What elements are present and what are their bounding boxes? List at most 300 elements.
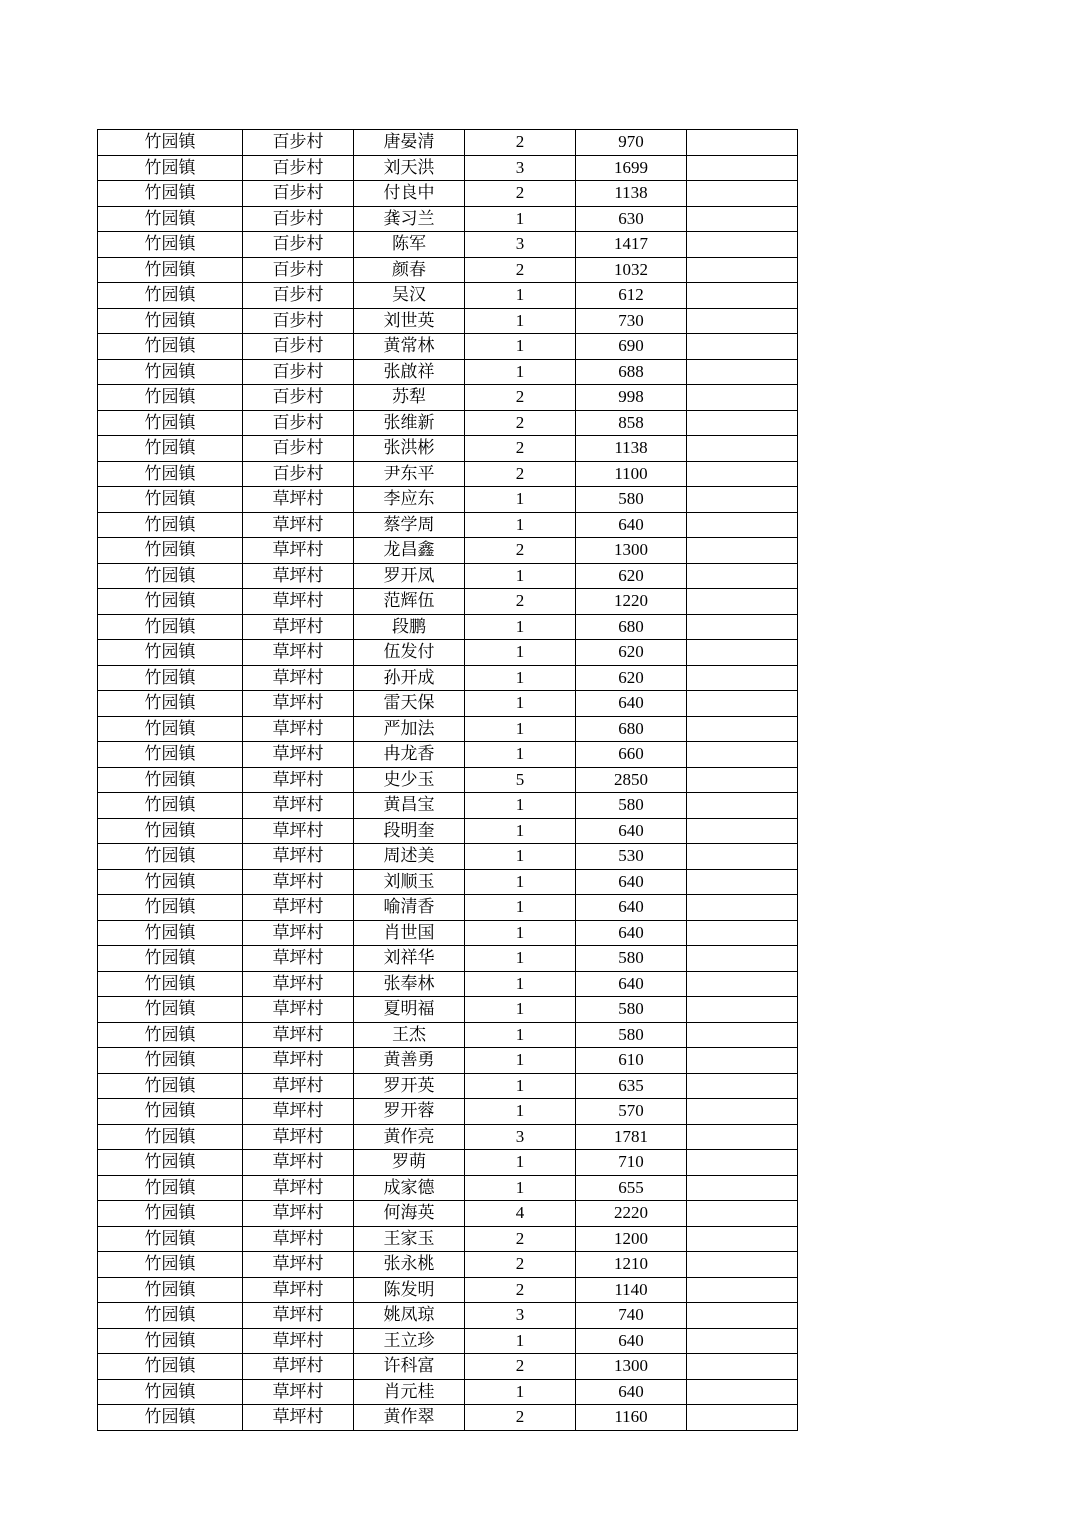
count-cell: 2 [465,385,576,411]
name-cell: 黄作亮 [354,1124,465,1150]
count-cell: 1 [465,793,576,819]
town-cell: 竹园镇 [98,436,243,462]
amount-cell: 570 [576,1099,687,1125]
name-cell: 段明奎 [354,818,465,844]
amount-cell: 580 [576,793,687,819]
village-cell: 草坪村 [243,971,354,997]
town-cell: 竹园镇 [98,1048,243,1074]
town-cell: 竹园镇 [98,206,243,232]
note-cell [687,1175,798,1201]
amount-cell: 1200 [576,1226,687,1252]
count-cell: 1 [465,1175,576,1201]
table-body [98,130,798,1431]
village-cell: 草坪村 [243,1303,354,1329]
name-cell: 姚凤琼 [354,1303,465,1329]
village-cell: 草坪村 [243,742,354,768]
amount-cell: 635 [576,1073,687,1099]
table-row [98,359,798,385]
table-row [98,1124,798,1150]
town-cell: 竹园镇 [98,1252,243,1278]
name-cell: 喻清香 [354,895,465,921]
note-cell [687,589,798,615]
count-cell: 4 [465,1201,576,1227]
name-cell: 许科富 [354,1354,465,1380]
village-cell: 百步村 [243,283,354,309]
table-row [98,665,798,691]
amount-cell: 580 [576,1022,687,1048]
village-cell: 草坪村 [243,895,354,921]
town-cell: 竹园镇 [98,716,243,742]
village-cell: 草坪村 [243,818,354,844]
table-row [98,1150,798,1176]
spreadsheet-page [97,129,797,1431]
village-cell: 草坪村 [243,946,354,972]
name-cell: 唐晏清 [354,130,465,156]
table-row [98,1379,798,1405]
village-cell: 草坪村 [243,1124,354,1150]
table-row [98,1226,798,1252]
note-cell [687,1022,798,1048]
town-cell: 竹园镇 [98,665,243,691]
village-cell: 草坪村 [243,1150,354,1176]
count-cell: 1 [465,1379,576,1405]
village-cell: 百步村 [243,206,354,232]
village-cell: 百步村 [243,385,354,411]
village-cell: 草坪村 [243,1022,354,1048]
town-cell: 竹园镇 [98,1022,243,1048]
village-cell: 草坪村 [243,512,354,538]
table-row [98,1303,798,1329]
table-row [98,538,798,564]
note-cell [687,1303,798,1329]
count-cell: 1 [465,614,576,640]
note-cell [687,920,798,946]
name-cell: 黄昌宝 [354,793,465,819]
count-cell: 1 [465,1048,576,1074]
town-cell: 竹园镇 [98,1226,243,1252]
count-cell: 1 [465,334,576,360]
town-cell: 竹园镇 [98,1405,243,1431]
amount-cell: 580 [576,946,687,972]
town-cell: 竹园镇 [98,257,243,283]
count-cell: 3 [465,155,576,181]
amount-cell: 1138 [576,181,687,207]
amount-cell: 640 [576,920,687,946]
note-cell [687,1073,798,1099]
name-cell: 张啟祥 [354,359,465,385]
name-cell: 张洪彬 [354,436,465,462]
amount-cell: 630 [576,206,687,232]
note-cell [687,563,798,589]
amount-cell: 655 [576,1175,687,1201]
note-cell [687,971,798,997]
note-cell [687,691,798,717]
amount-cell: 640 [576,1379,687,1405]
table-row [98,793,798,819]
name-cell: 尹东平 [354,461,465,487]
table-row [98,487,798,513]
note-cell [687,844,798,870]
amount-cell: 640 [576,971,687,997]
name-cell: 黄善勇 [354,1048,465,1074]
village-cell: 草坪村 [243,1175,354,1201]
count-cell: 2 [465,130,576,156]
table-row [98,283,798,309]
town-cell: 竹园镇 [98,155,243,181]
note-cell [687,1379,798,1405]
town-cell: 竹园镇 [98,640,243,666]
town-cell: 竹园镇 [98,946,243,972]
amount-cell: 620 [576,640,687,666]
name-cell: 范辉伍 [354,589,465,615]
table-row [98,385,798,411]
amount-cell: 970 [576,130,687,156]
table-row [98,997,798,1023]
amount-cell: 580 [576,487,687,513]
table-row [98,614,798,640]
table-row [98,232,798,258]
note-cell [687,869,798,895]
table-row [98,869,798,895]
count-cell: 1 [465,920,576,946]
amount-cell: 1417 [576,232,687,258]
count-cell: 1 [465,691,576,717]
table-row [98,461,798,487]
count-cell: 2 [465,461,576,487]
name-cell: 颜春 [354,257,465,283]
note-cell [687,767,798,793]
count-cell: 1 [465,1328,576,1354]
village-cell: 草坪村 [243,563,354,589]
name-cell: 罗开蓉 [354,1099,465,1125]
town-cell: 竹园镇 [98,1354,243,1380]
town-cell: 竹园镇 [98,971,243,997]
town-cell: 竹园镇 [98,130,243,156]
table-row [98,1354,798,1380]
note-cell [687,1099,798,1125]
count-cell: 1 [465,869,576,895]
village-cell: 草坪村 [243,1099,354,1125]
note-cell [687,181,798,207]
name-cell: 肖世国 [354,920,465,946]
note-cell [687,1201,798,1227]
village-cell: 草坪村 [243,1201,354,1227]
village-cell: 百步村 [243,436,354,462]
note-cell [687,257,798,283]
count-cell: 2 [465,181,576,207]
table-row [98,1022,798,1048]
amount-cell: 530 [576,844,687,870]
table-row [98,589,798,615]
count-cell: 1 [465,844,576,870]
town-cell: 竹园镇 [98,308,243,334]
table-row [98,742,798,768]
name-cell: 龙昌鑫 [354,538,465,564]
count-cell: 2 [465,436,576,462]
amount-cell: 1210 [576,1252,687,1278]
town-cell: 竹园镇 [98,385,243,411]
town-cell: 竹园镇 [98,461,243,487]
village-cell: 百步村 [243,155,354,181]
name-cell: 王家玉 [354,1226,465,1252]
village-cell: 百步村 [243,232,354,258]
note-cell [687,206,798,232]
table-row [98,257,798,283]
village-cell: 草坪村 [243,793,354,819]
name-cell: 李应东 [354,487,465,513]
count-cell: 1 [465,895,576,921]
name-cell: 史少玉 [354,767,465,793]
amount-cell: 620 [576,665,687,691]
amount-cell: 858 [576,410,687,436]
note-cell [687,1354,798,1380]
name-cell: 刘祥华 [354,946,465,972]
amount-cell: 1032 [576,257,687,283]
village-cell: 草坪村 [243,1277,354,1303]
note-cell [687,818,798,844]
note-cell [687,1124,798,1150]
table-row [98,308,798,334]
amount-cell: 620 [576,563,687,589]
table-row [98,844,798,870]
note-cell [687,1226,798,1252]
note-cell [687,997,798,1023]
note-cell [687,359,798,385]
village-cell: 百步村 [243,257,354,283]
table-row [98,130,798,156]
name-cell: 罗开凤 [354,563,465,589]
note-cell [687,385,798,411]
note-cell [687,614,798,640]
count-cell: 1 [465,1150,576,1176]
count-cell: 3 [465,1303,576,1329]
table-row [98,410,798,436]
table-row [98,920,798,946]
village-cell: 百步村 [243,181,354,207]
note-cell [687,436,798,462]
name-cell: 蔡学周 [354,512,465,538]
name-cell: 段鹏 [354,614,465,640]
town-cell: 竹园镇 [98,1328,243,1354]
name-cell: 张奉林 [354,971,465,997]
note-cell [687,716,798,742]
data-table [97,129,798,1431]
table-row [98,512,798,538]
amount-cell: 2220 [576,1201,687,1227]
count-cell: 1 [465,665,576,691]
town-cell: 竹园镇 [98,614,243,640]
amount-cell: 740 [576,1303,687,1329]
name-cell: 黄常林 [354,334,465,360]
town-cell: 竹园镇 [98,920,243,946]
note-cell [687,1048,798,1074]
table-row [98,334,798,360]
name-cell: 何海英 [354,1201,465,1227]
name-cell: 雷天保 [354,691,465,717]
name-cell: 肖元桂 [354,1379,465,1405]
table-row [98,155,798,181]
village-cell: 百步村 [243,359,354,385]
town-cell: 竹园镇 [98,895,243,921]
count-cell: 1 [465,716,576,742]
amount-cell: 1160 [576,1405,687,1431]
name-cell: 孙开成 [354,665,465,691]
note-cell [687,334,798,360]
table-row [98,946,798,972]
town-cell: 竹园镇 [98,1175,243,1201]
village-cell: 百步村 [243,308,354,334]
amount-cell: 640 [576,512,687,538]
amount-cell: 640 [576,895,687,921]
town-cell: 竹园镇 [98,1277,243,1303]
name-cell: 罗开英 [354,1073,465,1099]
name-cell: 王杰 [354,1022,465,1048]
village-cell: 草坪村 [243,1073,354,1099]
count-cell: 1 [465,359,576,385]
village-cell: 草坪村 [243,920,354,946]
village-cell: 草坪村 [243,1252,354,1278]
note-cell [687,155,798,181]
town-cell: 竹园镇 [98,359,243,385]
name-cell: 罗萌 [354,1150,465,1176]
table-row [98,691,798,717]
amount-cell: 580 [576,997,687,1023]
village-cell: 百步村 [243,334,354,360]
note-cell [687,946,798,972]
village-cell: 草坪村 [243,691,354,717]
count-cell: 1 [465,206,576,232]
count-cell: 1 [465,640,576,666]
village-cell: 草坪村 [243,1379,354,1405]
table-row [98,1175,798,1201]
count-cell: 1 [465,946,576,972]
name-cell: 冉龙香 [354,742,465,768]
count-cell: 3 [465,1124,576,1150]
name-cell: 成家德 [354,1175,465,1201]
count-cell: 1 [465,487,576,513]
note-cell [687,308,798,334]
table-row [98,1073,798,1099]
village-cell: 草坪村 [243,640,354,666]
amount-cell: 688 [576,359,687,385]
town-cell: 竹园镇 [98,512,243,538]
town-cell: 竹园镇 [98,181,243,207]
name-cell: 周述美 [354,844,465,870]
village-cell: 百步村 [243,461,354,487]
note-cell [687,487,798,513]
amount-cell: 1781 [576,1124,687,1150]
table-row [98,1277,798,1303]
town-cell: 竹园镇 [98,1379,243,1405]
count-cell: 1 [465,563,576,589]
village-cell: 百步村 [243,130,354,156]
note-cell [687,232,798,258]
amount-cell: 680 [576,716,687,742]
count-cell: 3 [465,232,576,258]
amount-cell: 730 [576,308,687,334]
amount-cell: 660 [576,742,687,768]
town-cell: 竹园镇 [98,334,243,360]
amount-cell: 640 [576,691,687,717]
count-cell: 1 [465,997,576,1023]
amount-cell: 690 [576,334,687,360]
table-row [98,818,798,844]
note-cell [687,410,798,436]
table-row [98,563,798,589]
count-cell: 1 [465,512,576,538]
count-cell: 1 [465,283,576,309]
village-cell: 草坪村 [243,1405,354,1431]
count-cell: 2 [465,538,576,564]
village-cell: 草坪村 [243,716,354,742]
town-cell: 竹园镇 [98,844,243,870]
name-cell: 吴汉 [354,283,465,309]
table-row [98,895,798,921]
amount-cell: 2850 [576,767,687,793]
town-cell: 竹园镇 [98,1303,243,1329]
table-row [98,1099,798,1125]
table-row [98,436,798,462]
village-cell: 草坪村 [243,1048,354,1074]
amount-cell: 1699 [576,155,687,181]
village-cell: 草坪村 [243,844,354,870]
table-row [98,640,798,666]
name-cell: 伍发付 [354,640,465,666]
village-cell: 草坪村 [243,487,354,513]
amount-cell: 1220 [576,589,687,615]
name-cell: 王立珍 [354,1328,465,1354]
note-cell [687,640,798,666]
note-cell [687,512,798,538]
count-cell: 2 [465,1405,576,1431]
count-cell: 1 [465,308,576,334]
town-cell: 竹园镇 [98,538,243,564]
table-row [98,1201,798,1227]
town-cell: 竹园镇 [98,997,243,1023]
village-cell: 草坪村 [243,589,354,615]
table-row [98,1252,798,1278]
town-cell: 竹园镇 [98,793,243,819]
note-cell [687,742,798,768]
count-cell: 1 [465,971,576,997]
amount-cell: 610 [576,1048,687,1074]
town-cell: 竹园镇 [98,487,243,513]
count-cell: 2 [465,257,576,283]
table-row [98,206,798,232]
count-cell: 2 [465,1354,576,1380]
note-cell [687,1405,798,1431]
amount-cell: 640 [576,869,687,895]
name-cell: 刘顺玉 [354,869,465,895]
village-cell: 草坪村 [243,1226,354,1252]
town-cell: 竹园镇 [98,742,243,768]
count-cell: 5 [465,767,576,793]
amount-cell: 1300 [576,538,687,564]
town-cell: 竹园镇 [98,410,243,436]
amount-cell: 680 [576,614,687,640]
note-cell [687,283,798,309]
count-cell: 1 [465,742,576,768]
count-cell: 2 [465,1252,576,1278]
name-cell: 黄作翠 [354,1405,465,1431]
town-cell: 竹园镇 [98,691,243,717]
amount-cell: 710 [576,1150,687,1176]
amount-cell: 1300 [576,1354,687,1380]
table-row [98,1048,798,1074]
note-cell [687,1277,798,1303]
town-cell: 竹园镇 [98,1073,243,1099]
town-cell: 竹园镇 [98,818,243,844]
